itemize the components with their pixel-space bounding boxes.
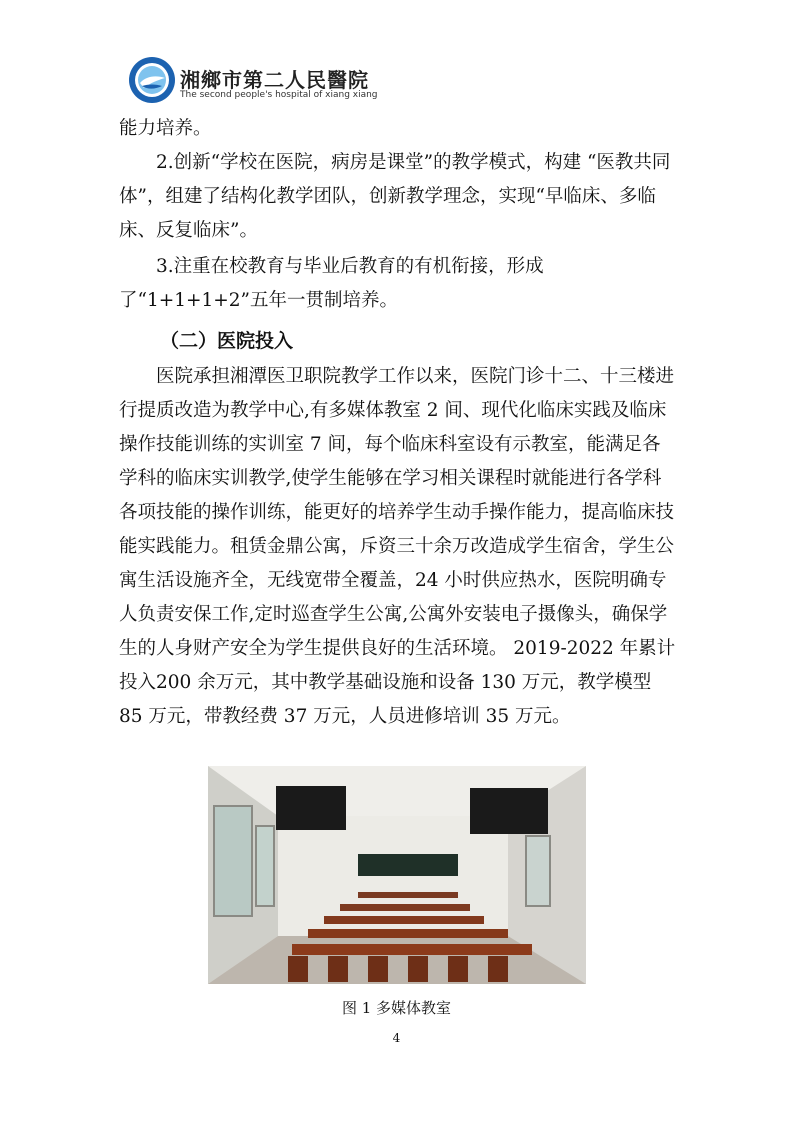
hospital-header xyxy=(128,56,448,108)
paragraph-item-2: 2.创新“学校在医院，病房是课堂”的教学模式，构建 “医教共同体”，组建了结构化教学团队，创新教学理念，实现“早临床、多临床、反复临床”。 xyxy=(119,152,671,241)
paragraph-investment: 医院承担湘潭医卫职院教学工作以来，医院门诊十二、十三楼进行提质改造为教学中心,有多媒体教室 2 间、现代化临床实践及临床操作技能训练的实训室 7 间，每个临床科室设有示教室，能满足各学科的临床实训教学,使学生能够在学习相关课程时就能进行各学科各项技能的操作训练，能更好的培养学生动手操作能力，提高临床技能实践能力。租赁金鼎公寓，斥资三十余万改造成学生宿舍，学生公寓生活设施齐全，无线宽带全覆盖，24 小时供应热水，医院明确专人负责安保工作,定时巡查学生公寓,公寓外安装电子摄像头，确保学生的人身财产安全为学生提供良好的生活环境。 2019-2022 年累计投入200 余万元，其中教学基础设施和设备 130 万元，教学模型 85 万元，带教经费 37 万元，人员进修培训 35 万元。 xyxy=(119,366,676,727)
figure-caption: 图 1 多媒体教室 xyxy=(341,999,452,1017)
page-number: 4 xyxy=(392,1031,401,1045)
paragraph-item-3: 3.注重在校教育与毕业后教育的有机衔接，形成了“1+1+1+2”五年一贯制培养。 xyxy=(119,256,544,311)
hospital-logo-icon xyxy=(128,56,176,104)
section-heading: （二）医院投入 xyxy=(160,330,294,352)
paragraph-continued: 能力培养。 xyxy=(119,118,212,139)
hospital-name-cn: 湘鄉市第二人民醫院 xyxy=(180,68,369,92)
hospital-name-en: The second people's hospital of xiang xiang xyxy=(180,90,378,100)
classroom-photo xyxy=(208,766,586,984)
